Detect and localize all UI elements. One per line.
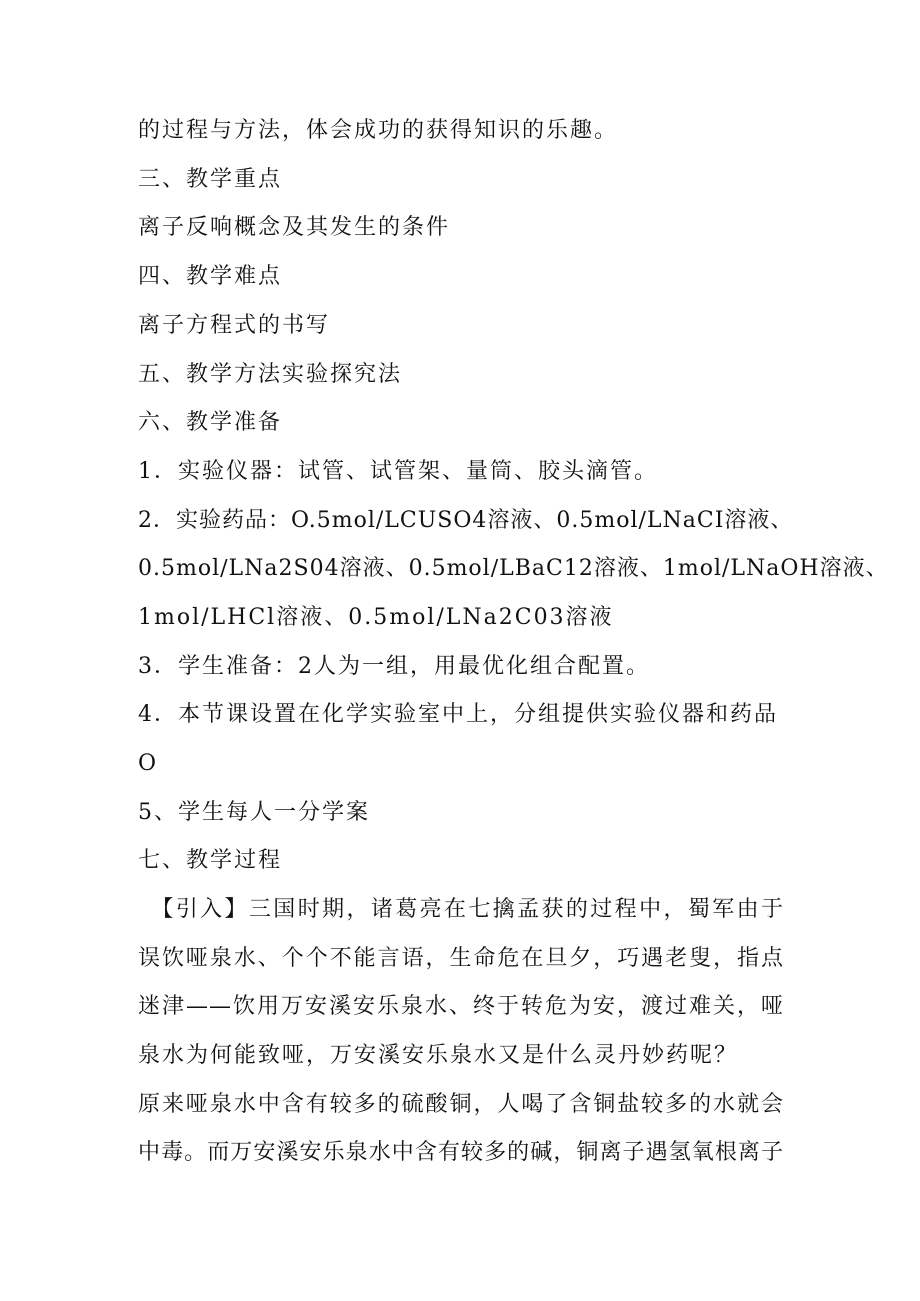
list-item-instruments: 1．实验仪器：试管、试管架、量筒、胶头滴管。 (138, 459, 658, 484)
text-line-5: 离子方程式的书写 (138, 313, 331, 338)
list-item-lab-setting: 4．本节课设置在化学实验室中上，分组提供实验仪器和药品 (138, 702, 778, 727)
heading-teaching-difficulty: 四、教学难点 (138, 264, 283, 289)
paragraph-intro-line-2: 误饮哑泉水、个个不能言语，生命危在旦夕，巧遇老叟，指点 (138, 946, 784, 971)
list-item-study-plan: 5、学生每人一分学案 (138, 800, 370, 825)
list-item-reagents-cont-1: 0.5mol∕LNa2S04溶液、0.5mol∕LBaC12溶液、1mol/LNaOH溶液、 (138, 556, 889, 581)
list-item-lab-setting-cont: O (138, 751, 159, 776)
paragraph-intro-line-4: 泉水为何能致哑，万安溪安乐泉水又是什么灵丹妙药呢？ (138, 1043, 739, 1068)
heading-teaching-method: 五、教学方法实验探究法 (138, 362, 403, 387)
list-item-reagents: 2．实验药品：O.5mol/LCUSO4溶液、0.5mol∕LNaCI溶液、 (138, 508, 794, 533)
paragraph-intro-line-3: 迷津——饮用万安溪安乐泉水、终于转危为安，渡过难关，哑 (138, 994, 784, 1019)
list-item-student-prep: 3．学生准备：2人为一组，用最优化组合配置。 (138, 654, 650, 679)
heading-teaching-process: 七、教学过程 (138, 848, 283, 873)
heading-teaching-focus: 三、教学重点 (138, 167, 283, 192)
list-item-reagents-cont-2: 1mol/LHCl溶液、0.5mol/LNa2C03溶液 (138, 605, 614, 630)
paragraph-explain-line-1: 原来哑泉水中含有较多的硫酸铜，人喝了含铜盐较多的水就会 (138, 1092, 784, 1117)
text-line-3: 离子反响概念及其发生的条件 (138, 215, 451, 240)
heading-teaching-preparation: 六、教学准备 (138, 410, 283, 435)
paragraph-explain-line-2: 中毒。而万安溪安乐泉水中含有较多的碱，铜离子遇氢氧根离子 (138, 1140, 784, 1165)
text-line-1: 的过程与方法，体会成功的获得知识的乐趣。 (138, 118, 619, 143)
paragraph-intro-line-1: 【引入】三国时期，诸葛亮在七擒孟获的过程中，蜀军由于 (138, 897, 784, 922)
